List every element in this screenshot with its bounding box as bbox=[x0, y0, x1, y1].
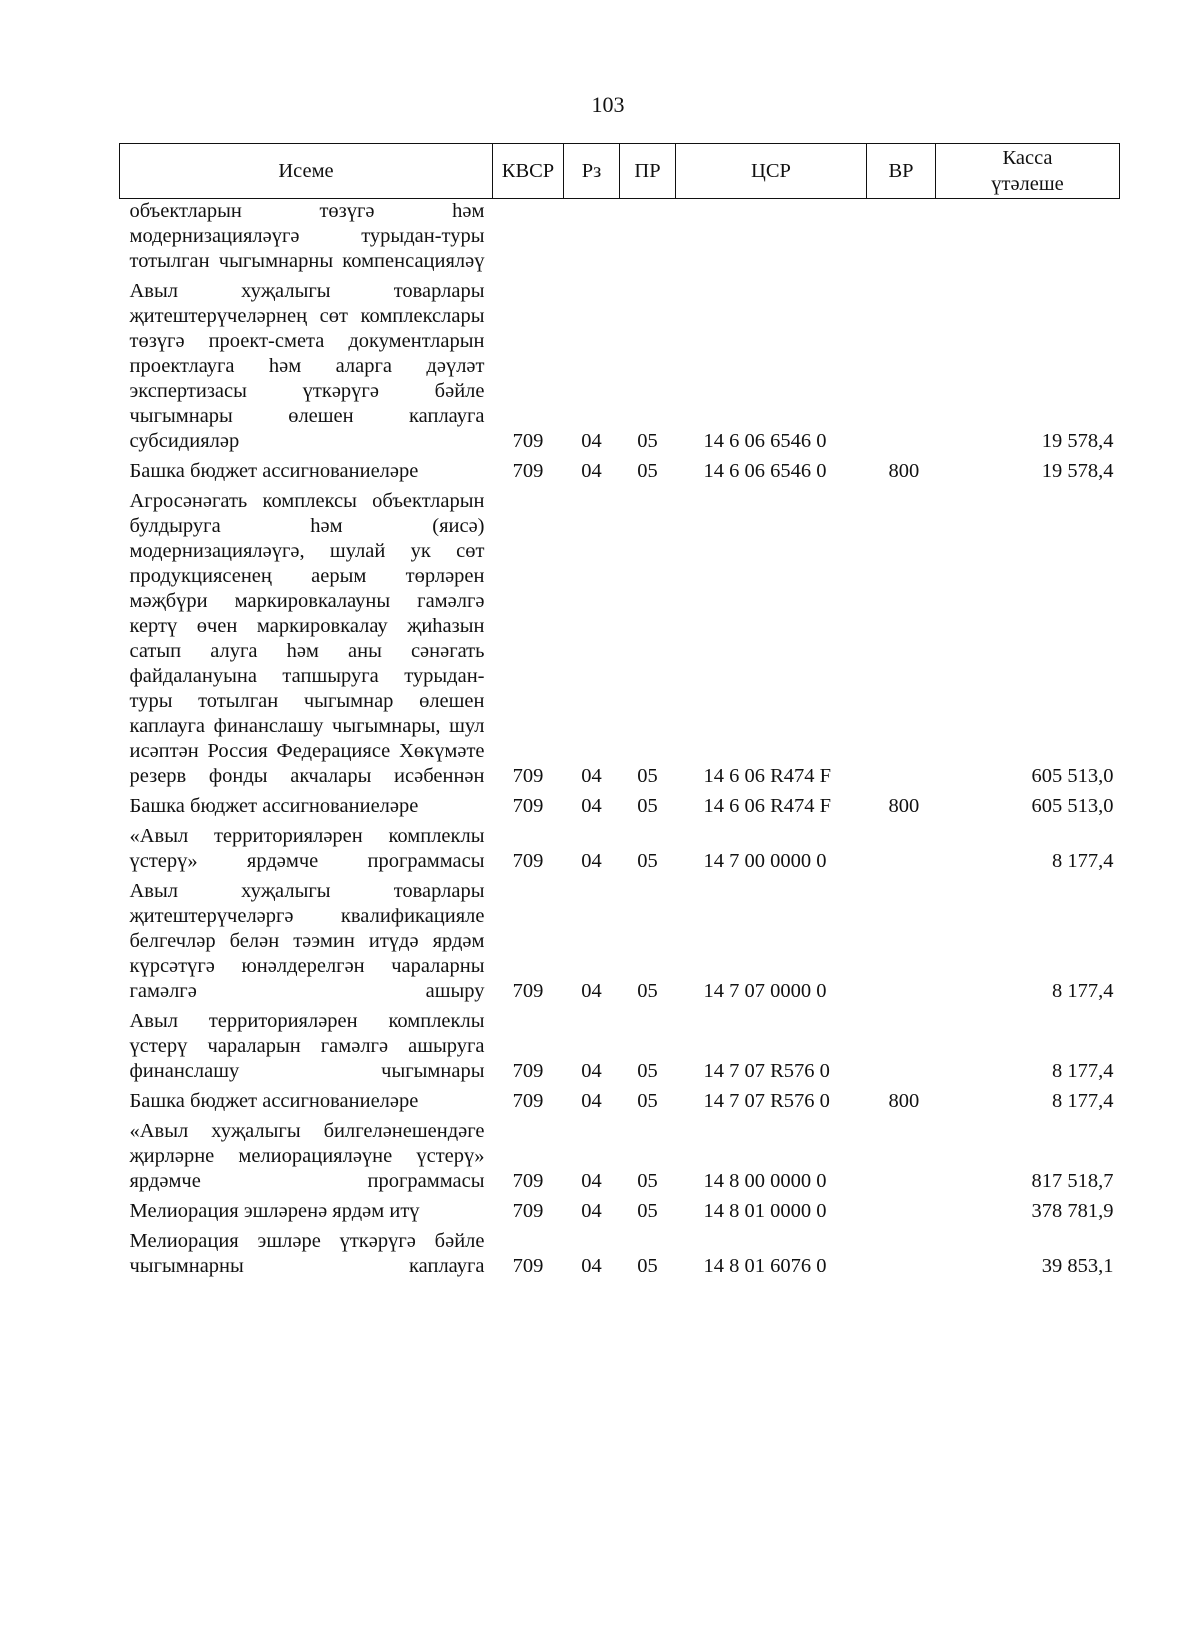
cell-pr: 05 bbox=[637, 795, 658, 817]
header-vr: ВР bbox=[867, 144, 936, 199]
cell-csr: 14 6 06 R474 F bbox=[703, 765, 832, 787]
cell-rz: 04 bbox=[581, 980, 602, 1002]
cell-amount: 39 853,1 bbox=[1041, 1255, 1114, 1277]
cell-kvsr: 709 bbox=[512, 850, 544, 872]
cell-pr: 05 bbox=[637, 765, 658, 787]
cell-csr: 14 7 07 R576 0 bbox=[703, 1060, 830, 1082]
cell-vr: 800 bbox=[888, 460, 920, 482]
cell-kvsr: 709 bbox=[512, 460, 544, 482]
cell-name: Авыл территорияләрен комплеклы үстерү чараларын гамәлгә ашыруга финанслашу чыгымнары bbox=[129, 1010, 485, 1082]
cell-pr: 05 bbox=[637, 1170, 658, 1192]
cell-pr: 05 bbox=[637, 1090, 658, 1112]
cell-amount: 605 513,0 bbox=[1031, 765, 1114, 787]
cell-pr: 05 bbox=[637, 430, 658, 452]
cell-csr: 14 7 00 0000 0 bbox=[703, 850, 827, 872]
cell-csr: 14 8 01 0000 0 bbox=[703, 1200, 827, 1222]
cell-rz: 04 bbox=[581, 1255, 602, 1277]
cell-amount: 378 781,9 bbox=[1031, 1200, 1114, 1222]
cell-amount: 817 518,7 bbox=[1031, 1170, 1114, 1192]
cell-name: Агросәнәгать комплексы объектларын булдыруга һәм (яисә) модернизацияләүгә, шулай ук сөт продукциясенең аерым төрләрен мәҗбүри маркировкалауны гамәлгә кертү өчен маркировкалау җиһазын сатып алуга һәм аны сәнәгать файдалануына тапшыруга турыдан-туры тотылган чыгымнар өлешен каплауга финанслашу чыгымнары, шул исәптән Россия Федерациясе Хөкүмәте резерв фонды акчалары исәбеннән bbox=[129, 490, 485, 787]
cell-vr bbox=[867, 1199, 936, 1229]
cell-kvsr: 709 bbox=[512, 980, 544, 1002]
cell-name: Авыл хуҗалыгы товарлары җитештерүчеләргә квалификацияле белгечләр белән тәэмин итүдә ярдәм күрсәтүгә юнәлдерелгән чараларны гамәлгә ашыру bbox=[129, 880, 485, 1002]
header-csr: ЦСР bbox=[676, 144, 867, 199]
table-row bbox=[120, 459, 1120, 489]
budget-table bbox=[119, 143, 1120, 1284]
cell-amount: 8 177,4 bbox=[1052, 1060, 1114, 1082]
cell-kvsr: 709 bbox=[512, 1255, 544, 1277]
cell-rz: 04 bbox=[581, 795, 602, 817]
header-kassa-line2: үтәлеше bbox=[991, 173, 1064, 195]
cell-name: «Авыл хуҗалыгы билгеләнешендәге җирләрне мелиорацияләүне үстерү» ярдәмче программасы bbox=[129, 1120, 485, 1192]
cell-pr: 05 bbox=[637, 1060, 658, 1082]
cell-pr: 05 bbox=[637, 1255, 658, 1277]
table-row bbox=[120, 279, 1120, 459]
cell-amount: 8 177,4 bbox=[1052, 1090, 1114, 1112]
header-pr: ПР bbox=[620, 144, 676, 199]
cell-kvsr: 709 bbox=[512, 1060, 544, 1082]
header-kvsr: КВСР bbox=[493, 144, 564, 199]
table-body bbox=[120, 199, 1120, 1285]
cell-rz: 04 bbox=[581, 1060, 602, 1082]
cell-rz: 04 bbox=[581, 850, 602, 872]
cell-csr: 14 8 01 6076 0 bbox=[703, 1255, 827, 1277]
cell-amount: 8 177,4 bbox=[1052, 850, 1114, 872]
table-row bbox=[120, 879, 1120, 1009]
table-row bbox=[120, 1089, 1120, 1119]
cell-csr: 14 8 00 0000 0 bbox=[703, 1170, 827, 1192]
cell-amount: 19 578,4 bbox=[1041, 460, 1114, 482]
cell-kvsr bbox=[493, 199, 564, 280]
cell-vr bbox=[867, 879, 936, 1009]
cell-amount: 8 177,4 bbox=[1052, 980, 1114, 1002]
cell-vr bbox=[867, 824, 936, 879]
cell-vr bbox=[867, 489, 936, 794]
cell-vr: 800 bbox=[888, 795, 920, 817]
cell-name: Башка бюджет ассигнованиеләре bbox=[129, 795, 419, 817]
cell-vr: 800 bbox=[888, 1090, 920, 1112]
cell-amount: 19 578,4 bbox=[1041, 430, 1114, 452]
cell-amount: 605 513,0 bbox=[1031, 795, 1114, 817]
cell-name: Башка бюджет ассигнованиеләре bbox=[129, 1090, 419, 1112]
table-row bbox=[120, 1229, 1120, 1284]
header-kassa-line1: Касса bbox=[1002, 147, 1053, 169]
cell-csr: 14 6 06 6546 0 bbox=[703, 430, 827, 452]
cell-pr: 05 bbox=[637, 460, 658, 482]
cell-vr bbox=[867, 1229, 936, 1284]
cell-kvsr: 709 bbox=[512, 430, 544, 452]
cell-vr bbox=[867, 1119, 936, 1199]
table-row bbox=[120, 199, 1120, 280]
cell-rz: 04 bbox=[581, 1200, 602, 1222]
page-number: 103 bbox=[591, 92, 625, 117]
cell-name: Авыл хуҗалыгы товарлары җитештерүчеләрнең сөт комплекслары төзүгә проект-смета документларын проектлауга һәм аларга дәүләт экспертизасы үткәрүгә бәйле чыгымнары өлешен каплауга субсидияләр bbox=[129, 280, 485, 452]
table-row bbox=[120, 1119, 1120, 1199]
cell-csr bbox=[676, 199, 867, 280]
cell-rz: 04 bbox=[581, 460, 602, 482]
cell-rz bbox=[564, 199, 620, 280]
cell-vr bbox=[867, 199, 936, 280]
cell-csr: 14 6 06 6546 0 bbox=[703, 460, 827, 482]
cell-vr bbox=[867, 279, 936, 459]
table-row bbox=[120, 1009, 1120, 1089]
cell-kvsr: 709 bbox=[512, 765, 544, 787]
header-rz: Рз bbox=[564, 144, 620, 199]
cell-kvsr: 709 bbox=[512, 1170, 544, 1192]
cell-csr: 14 7 07 R576 0 bbox=[703, 1090, 830, 1112]
header-kassa bbox=[936, 144, 1120, 199]
cell-name: объектларын төзүгә һәм модернизацияләүгә турыдан-туры тотылган чыгымнарны компенсацияләү bbox=[129, 200, 485, 272]
table-row bbox=[120, 489, 1120, 794]
cell-name: Мелиорация эшләре үткәрүгә бәйле чыгымнарны каплауга bbox=[129, 1230, 485, 1277]
cell-name: Башка бюджет ассигнованиеләре bbox=[129, 460, 419, 482]
header-name: Исеме bbox=[120, 144, 493, 199]
cell-csr: 14 7 07 0000 0 bbox=[703, 980, 827, 1002]
table-row bbox=[120, 1199, 1120, 1229]
cell-name: Мелиорация эшләренә ярдәм итү bbox=[129, 1200, 420, 1222]
cell-name: «Авыл территорияләрен комплеклы үстерү» ярдәмче программасы bbox=[129, 825, 485, 872]
cell-pr: 05 bbox=[637, 1200, 658, 1222]
cell-amount bbox=[936, 199, 1120, 280]
cell-pr bbox=[620, 199, 676, 280]
cell-pr: 05 bbox=[637, 980, 658, 1002]
cell-vr bbox=[867, 1009, 936, 1089]
cell-kvsr: 709 bbox=[512, 1200, 544, 1222]
cell-csr: 14 6 06 R474 F bbox=[703, 795, 832, 817]
cell-rz: 04 bbox=[581, 765, 602, 787]
table-row bbox=[120, 824, 1120, 879]
table-header-row bbox=[120, 144, 1120, 199]
table-row bbox=[120, 794, 1120, 824]
cell-rz: 04 bbox=[581, 1090, 602, 1112]
cell-rz: 04 bbox=[581, 430, 602, 452]
cell-rz: 04 bbox=[581, 1170, 602, 1192]
cell-pr: 05 bbox=[637, 850, 658, 872]
cell-kvsr: 709 bbox=[512, 795, 544, 817]
cell-kvsr: 709 bbox=[512, 1090, 544, 1112]
